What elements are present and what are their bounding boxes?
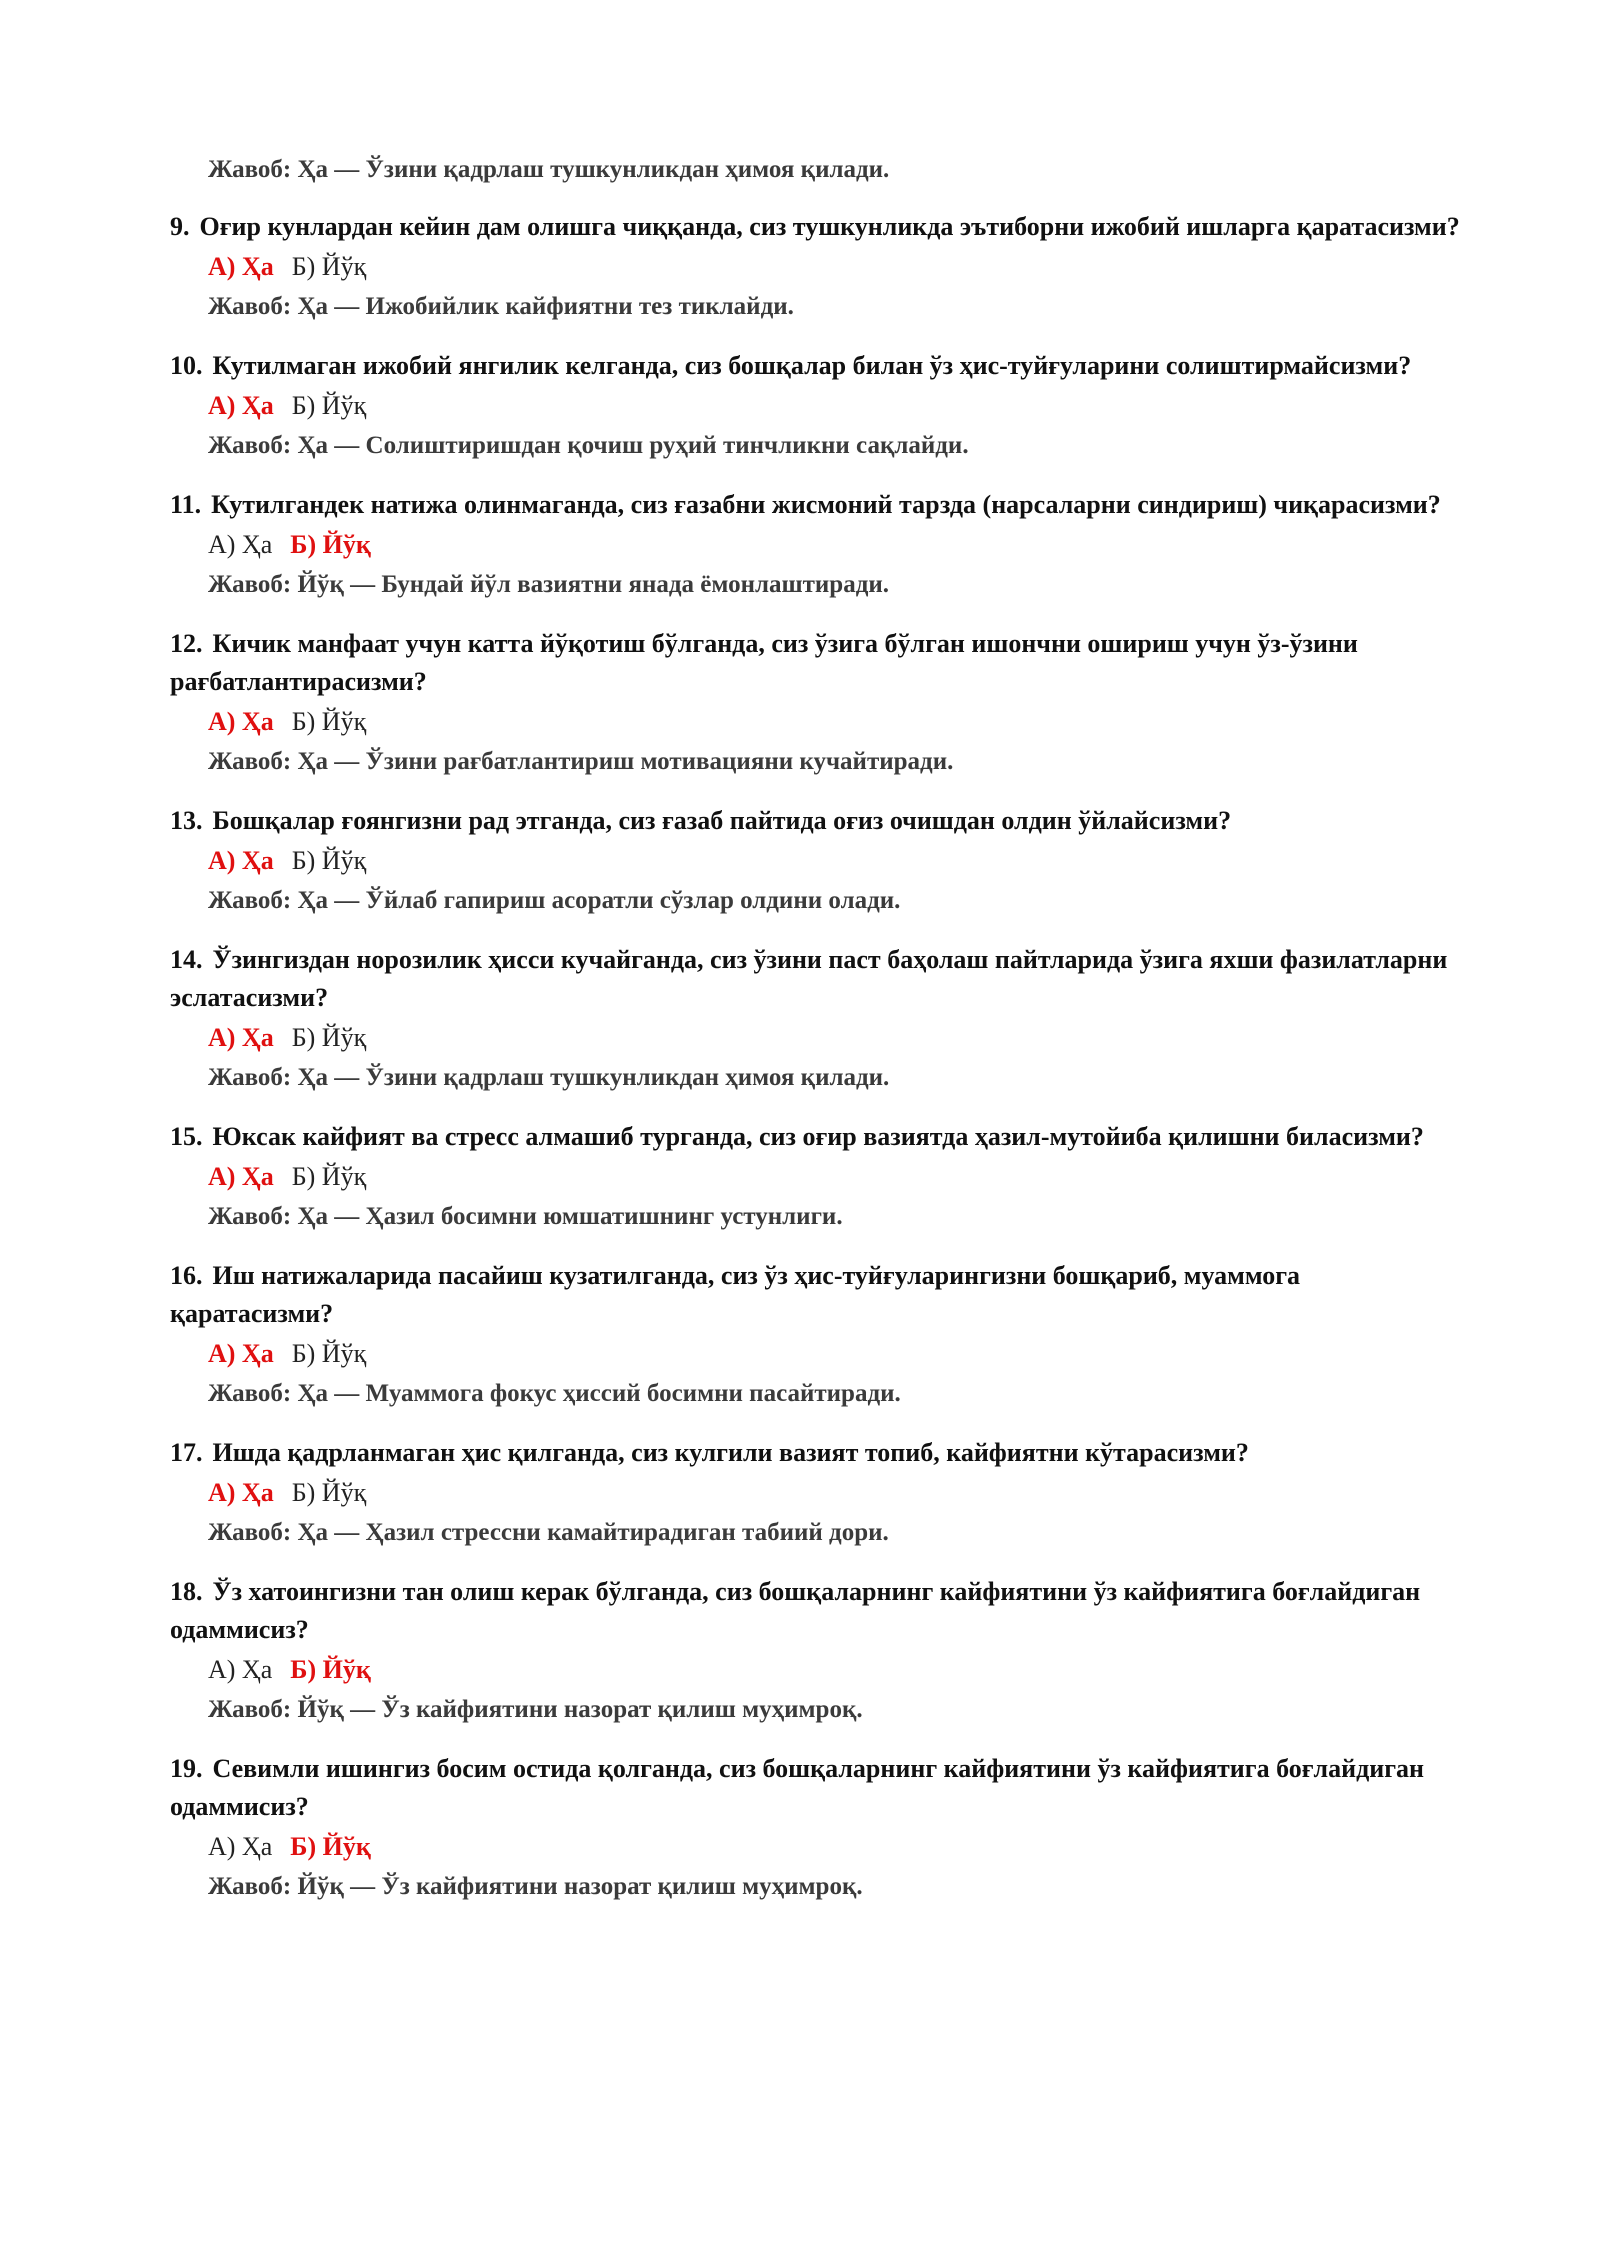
question-body: Иш натижаларида пасайиш кузатилганда, сиз ўз ҳис-туйғуларингизни бошқариб, муаммога қаратасизми? <box>170 1261 1301 1328</box>
question-body: Ўзингиздан норозилик ҳисси кучайганда, сиз ўзини паст баҳолаш пайтларида ўзига яхши фазилатларни эслатасизми? <box>170 945 1448 1012</box>
answer-line: Жавоб: Ҳа — Солиштиришдан қочиш руҳий тинчликни сақлайди. <box>208 432 969 459</box>
answer-line: Жавоб: Ҳа — Ҳазил стрессни камайтирадиган табиий дори. <box>208 1519 889 1546</box>
question-body: Кутилгандек натижа олинмаганда, сиз ғазабни жисмоний тарзда (нарсаларни синдириш) чиқарасизми? <box>211 490 1441 519</box>
option-a[interactable]: А) Ҳа <box>208 1023 274 1052</box>
options-row <box>208 1649 1460 1690</box>
options-row <box>208 701 1460 742</box>
question-item <box>170 625 1460 782</box>
options-row <box>208 1826 1460 1867</box>
option-b[interactable]: Б) Йўқ <box>291 391 367 420</box>
option-b[interactable]: Б) Йўқ <box>291 1162 367 1191</box>
option-a[interactable]: А) Ҳа <box>208 1832 273 1861</box>
question-text <box>170 1434 1460 1472</box>
question-body: Севимли ишингиз босим остида қолганда, сиз бошқаларнинг кайфиятини ўз кайфиятига боғлайдиган одаммисиз? <box>170 1754 1425 1821</box>
answer-line: Жавоб: Йўқ — Ўз кайфиятини назорат қилиш муҳимроқ. <box>208 1696 863 1723</box>
option-b[interactable]: Б) Йўқ <box>290 1832 371 1861</box>
option-a[interactable]: А) Ҳа <box>208 252 274 281</box>
option-a[interactable]: А) Ҳа <box>208 707 274 736</box>
answer-line: Жавоб: Ҳа — Ижобийлик кайфиятни тез тиклайди. <box>208 293 794 320</box>
answer-line: Жавоб: Ҳа — Ўйлаб гапириш асоратли сўзлар олдини олади. <box>208 887 901 914</box>
question-item <box>170 347 1460 466</box>
option-a[interactable]: А) Ҳа <box>208 846 274 875</box>
question-item <box>170 1118 1460 1237</box>
option-b[interactable]: Б) Йўқ <box>290 530 371 559</box>
question-item <box>170 486 1460 605</box>
answer-line: Жавоб: Ҳа — Ўзини қадрлаш тушкунликдан ҳимоя қилади. <box>208 156 890 183</box>
question-number: 11. <box>170 490 202 519</box>
question-text <box>170 486 1460 524</box>
question-list <box>170 208 1460 1927</box>
question-body: Юксак кайфият ва стресс алмашиб турганда, сиз оғир вазиятда ҳазил-мутойиба қилишни биласизми? <box>212 1122 1424 1151</box>
question-number: 16. <box>170 1261 203 1290</box>
option-a[interactable]: А) Ҳа <box>208 391 274 420</box>
question-number: 17. <box>170 1438 203 1467</box>
question-body: Ишда қадрланмаган ҳис қилганда, сиз кулгили вазият топиб, кайфиятни кўтарасизми? <box>212 1438 1249 1467</box>
options-row <box>208 1333 1460 1374</box>
question-text <box>170 1573 1460 1649</box>
option-a[interactable]: А) Ҳа <box>208 1162 274 1191</box>
options-row <box>208 840 1460 881</box>
question-number: 14. <box>170 945 203 974</box>
question-number: 13. <box>170 806 203 835</box>
question-text <box>170 208 1460 246</box>
question-item <box>170 1257 1460 1414</box>
answer-line: Жавоб: Ҳа — Ҳазил босимни юмшатишнинг устунлиги. <box>208 1203 843 1230</box>
question-text <box>170 1257 1460 1333</box>
option-b[interactable]: Б) Йўқ <box>291 1023 367 1052</box>
question-text <box>170 941 1460 1017</box>
question-number: 19. <box>170 1754 203 1783</box>
question-body: Кичик манфаат учун катта йўқотиш бўлганда, сиз ўзига бўлган ишончни ошириш учун ўз-ўзини рағбатлантирасизми? <box>170 629 1358 696</box>
question-item <box>170 1750 1460 1907</box>
answer-line: Жавоб: Ҳа — Муаммога фокус ҳиссий босимни пасайтиради. <box>208 1380 901 1407</box>
question-number: 12. <box>170 629 203 658</box>
question-number: 10. <box>170 351 203 380</box>
question-number: 9. <box>170 212 190 241</box>
option-a[interactable]: А) Ҳа <box>208 1655 273 1684</box>
options-row <box>208 1472 1460 1513</box>
option-a[interactable]: А) Ҳа <box>208 1339 274 1368</box>
question-body: Кутилмаган ижобий янгилик келганда, сиз бошқалар билан ўз ҳис-туйғуларини солиштирмайсизми? <box>212 351 1412 380</box>
question-item <box>170 802 1460 921</box>
question-number: 15. <box>170 1122 203 1151</box>
question-text <box>170 1118 1460 1156</box>
answer-line: Жавоб: Ҳа — Ўзини рағбатлантириш мотивацияни кучайтиради. <box>208 748 954 775</box>
question-item <box>170 1573 1460 1730</box>
question-text <box>170 347 1460 385</box>
question-body: Бошқалар ғоянгизни рад этганда, сиз ғазаб пайтида оғиз очишдан олдин ўйлайсизми? <box>212 806 1232 835</box>
option-a[interactable]: А) Ҳа <box>208 1478 274 1507</box>
question-item <box>170 941 1460 1098</box>
question-body: Оғир кунлардан кейин дам олишга чиққанда, сиз тушкунликда эътиборни ижобий ишларга қаратасизми? <box>199 212 1460 241</box>
options-row <box>208 524 1460 565</box>
options-row <box>208 1156 1460 1197</box>
question-text <box>170 625 1460 701</box>
question-number: 18. <box>170 1577 203 1606</box>
options-row <box>208 385 1460 426</box>
question-body: Ўз хатоингизни тан олиш керак бўлганда, сиз бошқаларнинг кайфиятини ўз кайфиятига боғлайдиган одаммисиз? <box>170 1577 1421 1644</box>
options-row <box>208 246 1460 287</box>
option-b[interactable]: Б) Йўқ <box>290 1655 371 1684</box>
answer-line: Жавоб: Йўқ — Ўз кайфиятини назорат қилиш муҳимроқ. <box>208 1873 863 1900</box>
option-b[interactable]: Б) Йўқ <box>291 252 367 281</box>
options-row <box>208 1017 1460 1058</box>
option-b[interactable]: Б) Йўқ <box>291 1339 367 1368</box>
option-b[interactable]: Б) Йўқ <box>291 1478 367 1507</box>
answer-line: Жавоб: Йўқ — Бундай йўл вазиятни янада ёмонлаштиради. <box>208 571 890 598</box>
answer-line: Жавоб: Ҳа — Ўзини қадрлаш тушкунликдан ҳимоя қилади. <box>208 1064 890 1091</box>
question-text <box>170 1750 1460 1826</box>
question-item <box>170 208 1460 327</box>
option-b[interactable]: Б) Йўқ <box>291 707 367 736</box>
option-b[interactable]: Б) Йўқ <box>291 846 367 875</box>
option-a[interactable]: А) Ҳа <box>208 530 273 559</box>
question-item <box>170 1434 1460 1553</box>
question-text <box>170 802 1460 840</box>
